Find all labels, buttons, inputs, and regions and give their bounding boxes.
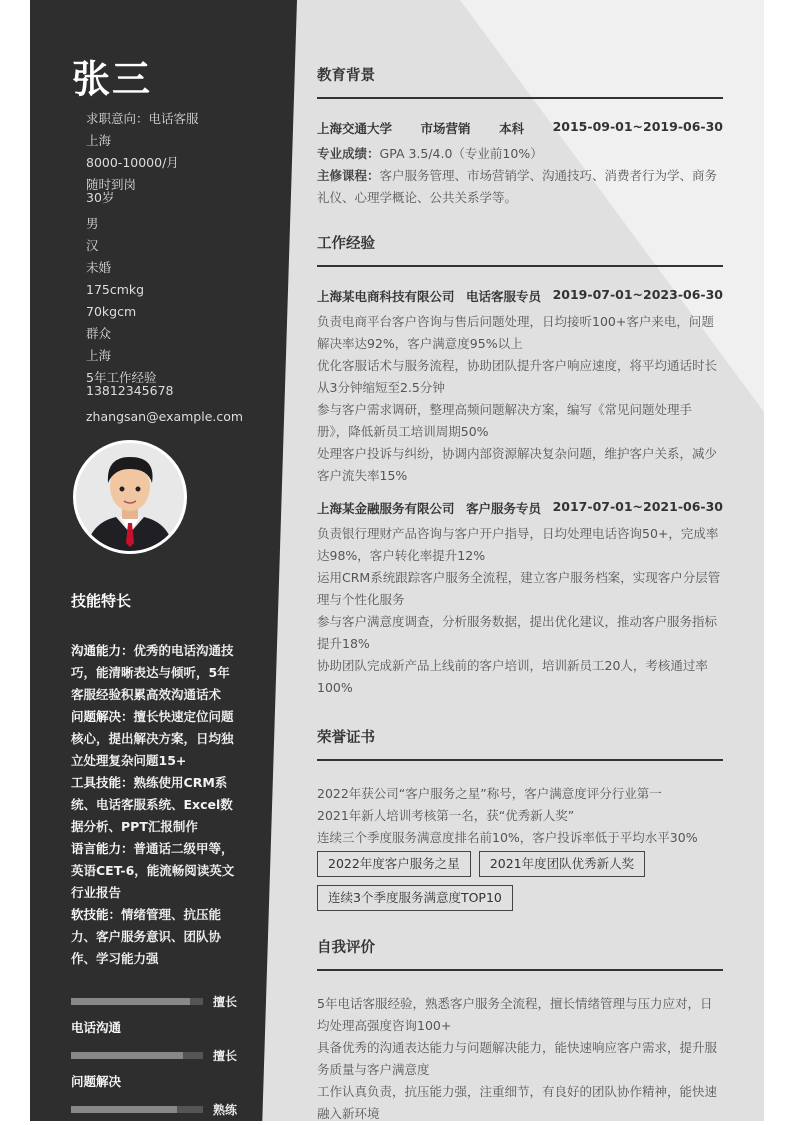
skill-level-fill (71, 1106, 177, 1113)
skill-label: 工具技能： (71, 775, 134, 790)
education-section (317, 64, 723, 209)
skill-level-fill (71, 1052, 183, 1059)
info-item: 未婚 (86, 260, 112, 275)
honors-title: 荣誉证书 (317, 726, 723, 761)
gpa: 专业成绩：GPA 3.5/4.0（专业前10%） (317, 146, 543, 161)
job-duty: 运用CRM系统跟踪客户服务全流程，建立客户服务档案，实现客户分层管理与个性化服务 (317, 570, 721, 607)
job-period: 2019-07-01~2023-06-30 (552, 287, 723, 302)
info-item: 随时到岗 30岁 (86, 177, 137, 205)
skill-item (71, 706, 241, 772)
skill-name: 电话沟通 (71, 1020, 122, 1035)
self-evaluation-title: 自我评价 (317, 936, 723, 971)
skill-text: 普通话二级甲等，英语CET-6，能流畅阅读英文行业报告 (71, 841, 235, 900)
skill-text: 情绪管理、抗压能力、客户服务意识、团队协作、学习能力强 (71, 907, 222, 966)
skills-list (71, 640, 241, 970)
honor-tag: 2021年度团队优秀新人奖 (479, 851, 645, 877)
job-period: 2017-07-01~2021-06-30 (552, 499, 723, 514)
info-item: 男 (86, 216, 99, 231)
job-entry (317, 287, 723, 487)
job-company: 上海某金融服务有限公司 (317, 501, 455, 516)
self-evaluation-item: 具备优秀的沟通表达能力与问题解决能力，能快速响应客户需求，提升服务质量与客户满意度 (317, 1040, 718, 1077)
skill-item (71, 904, 241, 970)
skill-level-label: 熟练 (213, 1103, 238, 1117)
info-item: 群众 (86, 326, 112, 341)
job-duty: 优化客服话术与服务流程，协助团队提升客户响应速度，将平均通话时长从3分钟缩短至2.5分钟 (317, 358, 718, 395)
job-duty: 参与客户需求调研，整理高频问题解决方案，编写《常见问题处理手册》，降低新员工培训周期50% (317, 402, 693, 439)
work-title: 工作经验 (317, 232, 723, 267)
skill-level-label: 擅长 (213, 995, 238, 1009)
courses: 主修课程：客户服务管理、市场营销学、沟通技巧、消费者行为学、商务礼仪、心理学概论、公共关系学等。 (317, 168, 718, 205)
info-item: 5年工作经验 13812345678 (86, 370, 174, 398)
honor-item: 2021年新人培训考核第一名，获“优秀新人奖” (317, 808, 575, 823)
skill-text: 擅长快速定位问题核心，提出解决方案，日均独立处理复杂问题15+ (71, 709, 234, 768)
skill-level-bar (71, 1052, 203, 1059)
self-evaluation-item: 5年电话客服经验，熟悉客户服务全流程，擅长情绪管理与压力应对，日均处理高强度咨询100+ (317, 996, 713, 1033)
skill-text: 熟练使用CRM系统、电话客服系统、Excel数据分析、PPT汇报制作 (71, 775, 233, 834)
personal-info (86, 108, 243, 428)
info-item: 上海 (86, 133, 112, 148)
education-title: 教育背景 (317, 64, 723, 99)
candidate-name: 张三 (72, 57, 153, 101)
job-duty: 处理客户投诉与纠纷，协调内部资源解决复杂问题，维护客户关系，减少客户流失率15% (317, 446, 718, 483)
job-duty: 协助团队完成新产品上线前的客户培训，培训新员工20人，考核通过率100% (317, 658, 708, 695)
honors-section (317, 726, 723, 911)
self-evaluation-item: 工作认真负责，抗压能力强，注重细节，有良好的团队协作精神，能快速融入新环境 (317, 1084, 718, 1121)
info-item: 求职意向：电话客服 (86, 111, 199, 126)
period: 2015-09-01~2019-06-30 (552, 119, 723, 134)
skill-label: 沟通能力： (71, 643, 134, 658)
info-item: 上海 (86, 348, 112, 363)
work-section (317, 232, 723, 699)
job-duty: 负责电商平台客户咨询与售后问题处理，日均接听100+客户来电，问题解决率达92%，客户满意度95%以上 (317, 314, 714, 351)
job-company: 上海某电商科技有限公司 (317, 289, 455, 304)
skill-label: 语言能力： (71, 841, 134, 856)
job-duty: 负责银行理财产品咨询与客户开户指导，日均处理电话咨询50+，完成率达98%，客户转化率提升12% (317, 526, 719, 563)
skill-level-bar (71, 1106, 203, 1113)
info-item: 70kgcm (86, 304, 137, 319)
info-item: 8000-10000/月 (86, 155, 179, 170)
school: 上海交通大学 (317, 121, 393, 136)
self-evaluation-section (317, 936, 723, 1125)
info-item: zhangsan@example.com (86, 409, 244, 424)
skill-item (71, 838, 241, 904)
job-header (317, 499, 723, 517)
job-role: 客户服务专员 (466, 501, 542, 516)
skill-text: 优秀的电话沟通技巧，能清晰表达与倾听，5年客服经验积累高效沟通话术 (71, 643, 234, 702)
education-row (317, 119, 723, 137)
honor-tag: 连续3个季度服务满意度TOP10 (317, 885, 513, 911)
skill-label: 软技能： (71, 907, 122, 922)
job-role: 电话客服专员 (466, 289, 542, 304)
skills-title: 技能特长 (71, 592, 132, 610)
skill-level-bar (71, 998, 203, 1005)
honor-item: 2022年获公司“客户服务之星”称号，客户满意度评分行业第一 (317, 786, 662, 801)
honor-item: 连续三个季度服务满意度排名前10%，客户投诉率低于平均水平30% (317, 830, 698, 845)
honor-tag: 2022年度客户服务之星 (317, 851, 471, 877)
skill-label: 问题解决： (71, 709, 134, 724)
major: 市场营销 (420, 121, 471, 136)
skill-name: 问题解决 (71, 1074, 122, 1089)
skill-level-fill (71, 998, 190, 1005)
skill-item (71, 772, 241, 838)
info-item: 汉 (86, 238, 99, 253)
job-entry (317, 499, 723, 699)
skill-level-label: 擅长 (213, 1049, 238, 1063)
avatar (73, 440, 187, 554)
degree: 本科 (499, 121, 525, 136)
job-duty: 参与客户满意度调查，分析服务数据，提出优化建议，推动客户服务指标提升18% (317, 614, 718, 651)
skill-item (71, 640, 241, 706)
info-item: 175cmkg (86, 282, 145, 297)
job-header (317, 287, 723, 305)
